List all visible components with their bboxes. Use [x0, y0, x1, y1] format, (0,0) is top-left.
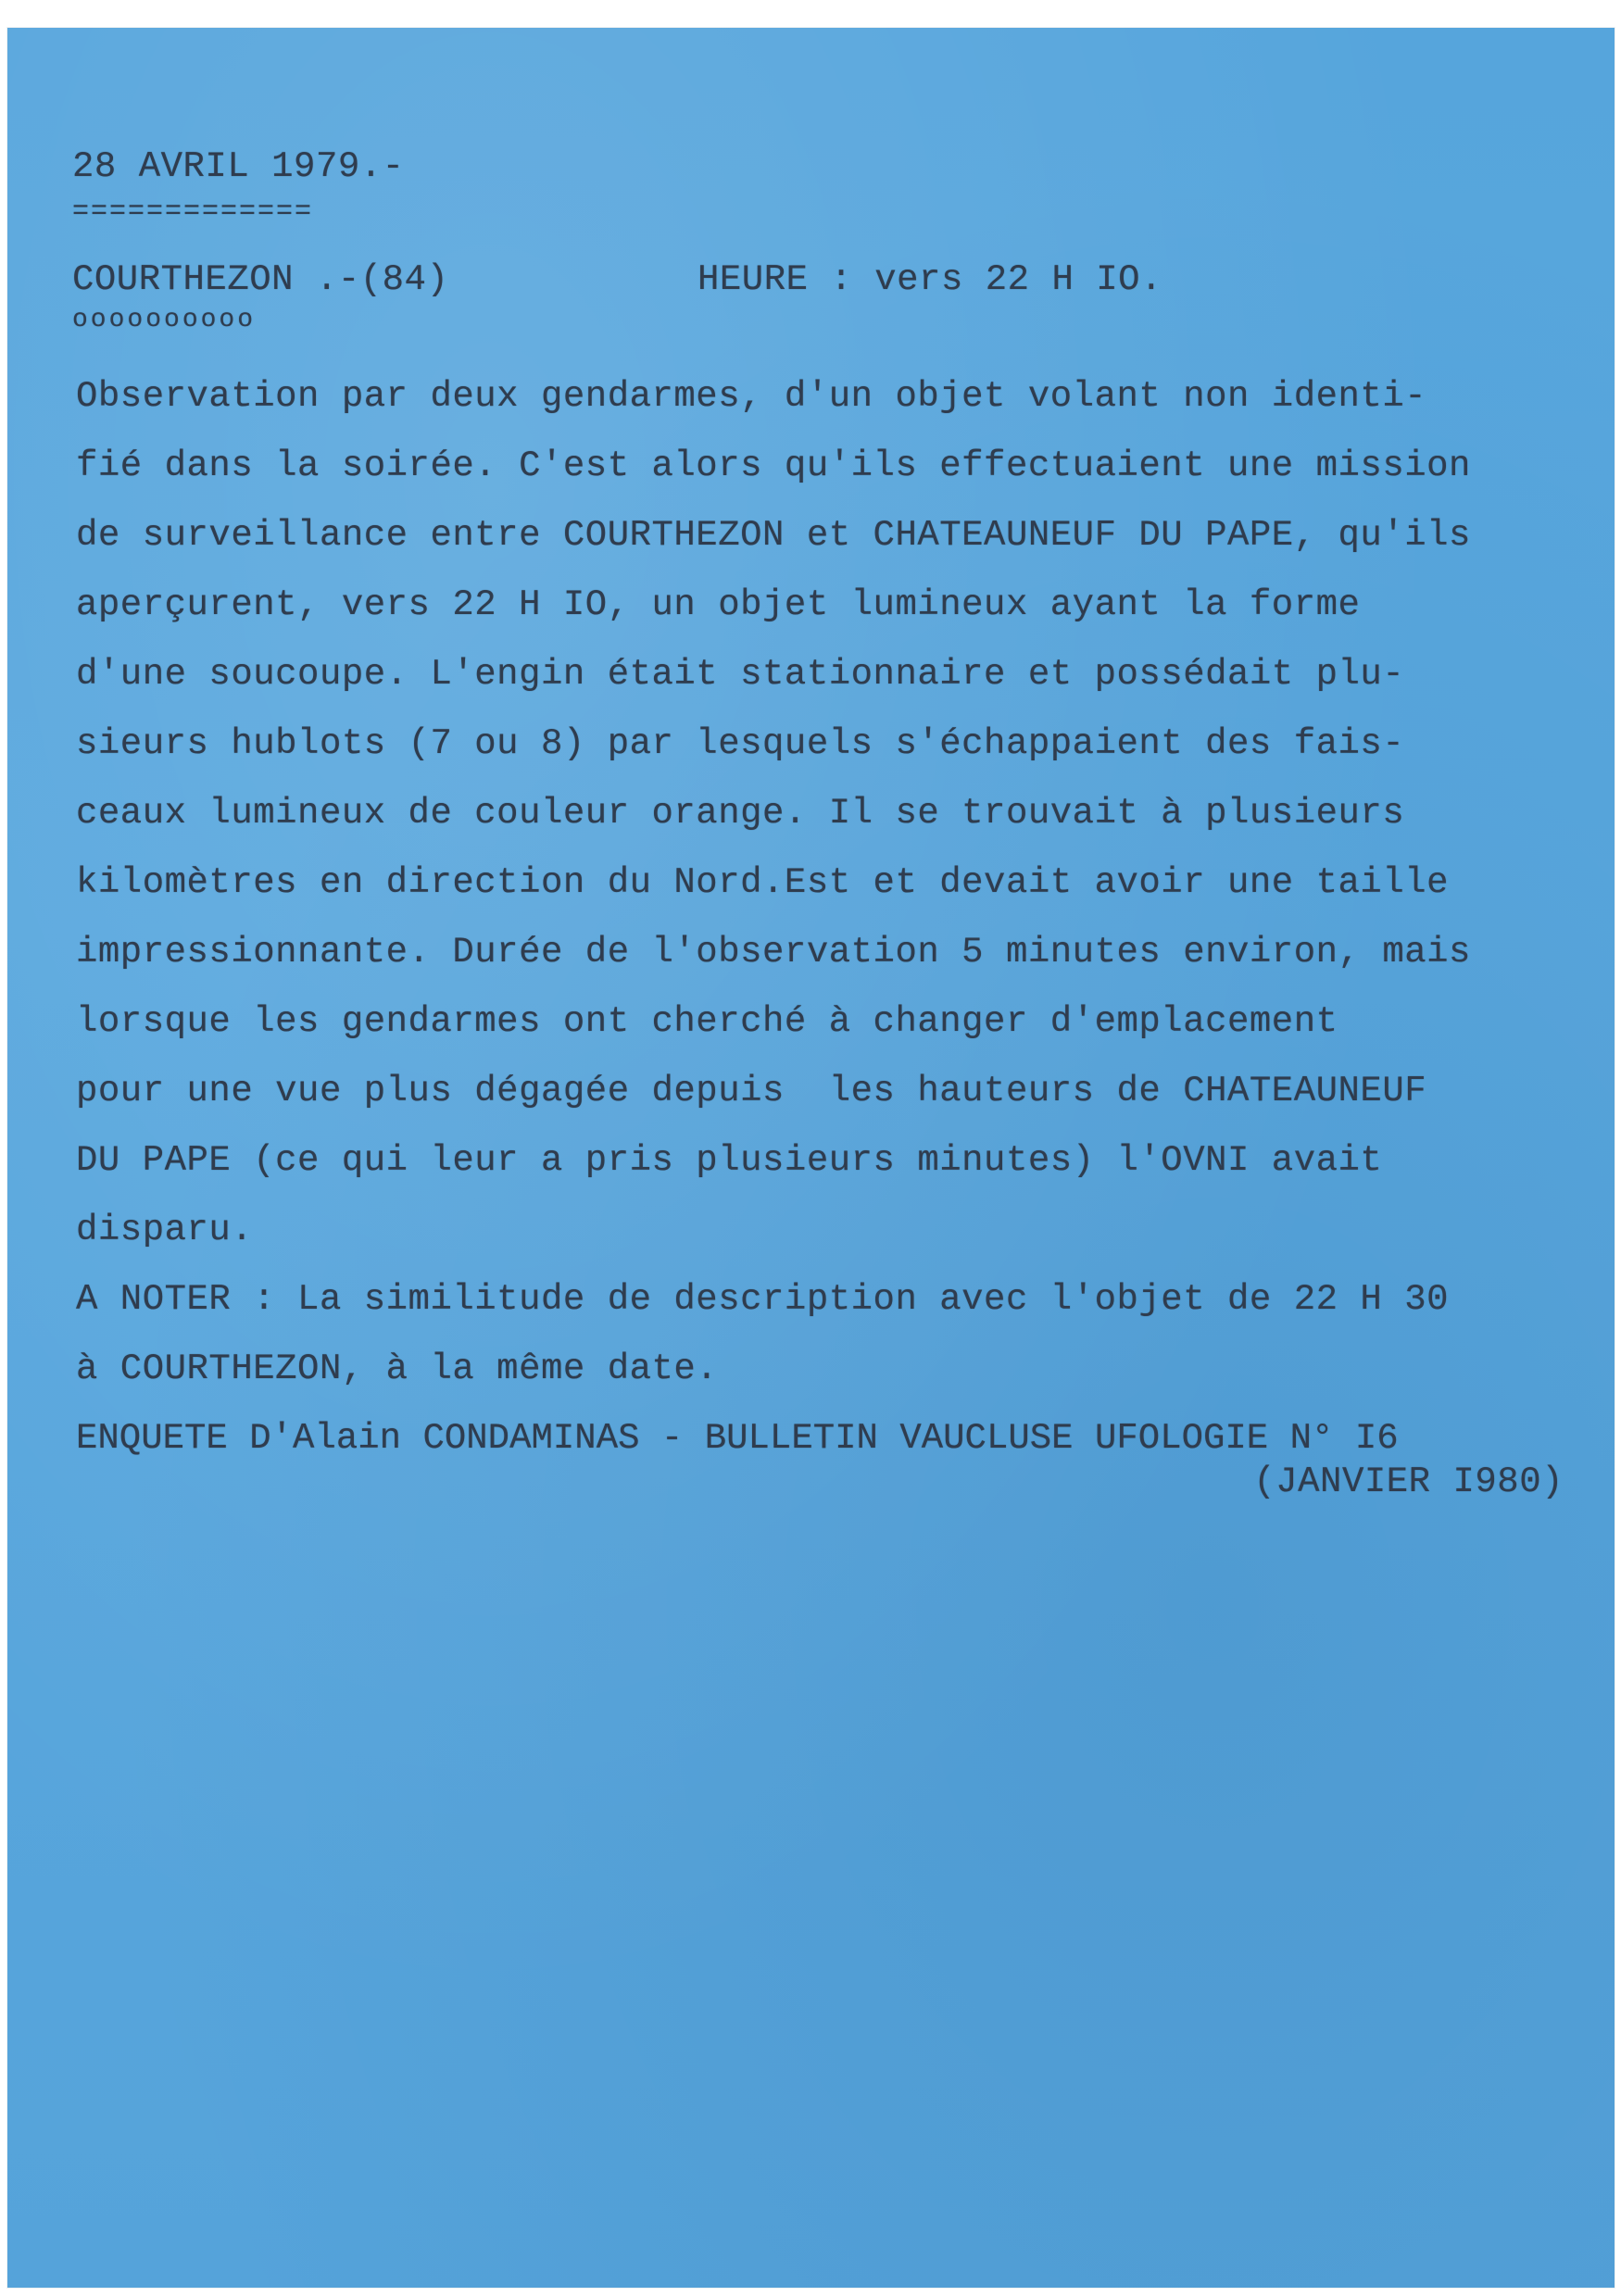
location-underline: oooooooooo [72, 306, 257, 334]
body-line: Observation par deux gendarmes, d'un objet volant non identi- [76, 376, 1427, 417]
body-line: sieurs hublots (7 ou 8) par lesquels s'échappaient des fais- [76, 723, 1405, 764]
location-heading: COURTHEZON .-(84) [72, 259, 449, 300]
body-line: lorsque les gendarmes ont cherché à changer d'emplacement [76, 1001, 1338, 1042]
body-line: ceaux lumineux de couleur orange. Il se trouvait à plusieurs [76, 793, 1405, 834]
body-line: d'une soucoupe. L'engin était stationnaire et possédait plu- [76, 654, 1405, 695]
note-line: A NOTER : La similitude de description avec l'objet de 22 H 30 [76, 1279, 1450, 1320]
date-underline: ============= [72, 196, 314, 228]
source-reference: ENQUETE D'Alain CONDAMINAS - BULLETIN VAUCLUSE UFOLOGIE N° I6 [76, 1418, 1399, 1459]
report-date: 28 AVRIL 1979.- [72, 146, 405, 187]
typed-document-card [7, 28, 1615, 2288]
body-line: fié dans la soirée. C'est alors qu'ils effectuaient une mission [76, 445, 1471, 486]
source-date: (JANVIER I980) [1253, 1462, 1564, 1502]
body-line: de surveillance entre COURTHEZON et CHATEAUNEUF DU PAPE, qu'ils [76, 515, 1471, 556]
note-line: à COURTHEZON, à la même date. [76, 1349, 719, 1389]
time-heading: HEURE : vers 22 H IO. [697, 259, 1162, 300]
body-line: kilomètres en direction du Nord.Est et devait avoir une taille [76, 862, 1450, 903]
body-line: impressionnante. Durée de l'observation 5 minutes environ, mais [76, 932, 1471, 972]
body-line: disparu. [76, 1210, 254, 1250]
body-line: pour une vue plus dégagée depuis les hauteurs de CHATEAUNEUF [76, 1071, 1427, 1111]
body-line: aperçurent, vers 22 H IO, un objet lumineux ayant la forme [76, 584, 1361, 625]
body-line: DU PAPE (ce qui leur a pris plusieurs minutes) l'OVNI avait [76, 1140, 1383, 1181]
